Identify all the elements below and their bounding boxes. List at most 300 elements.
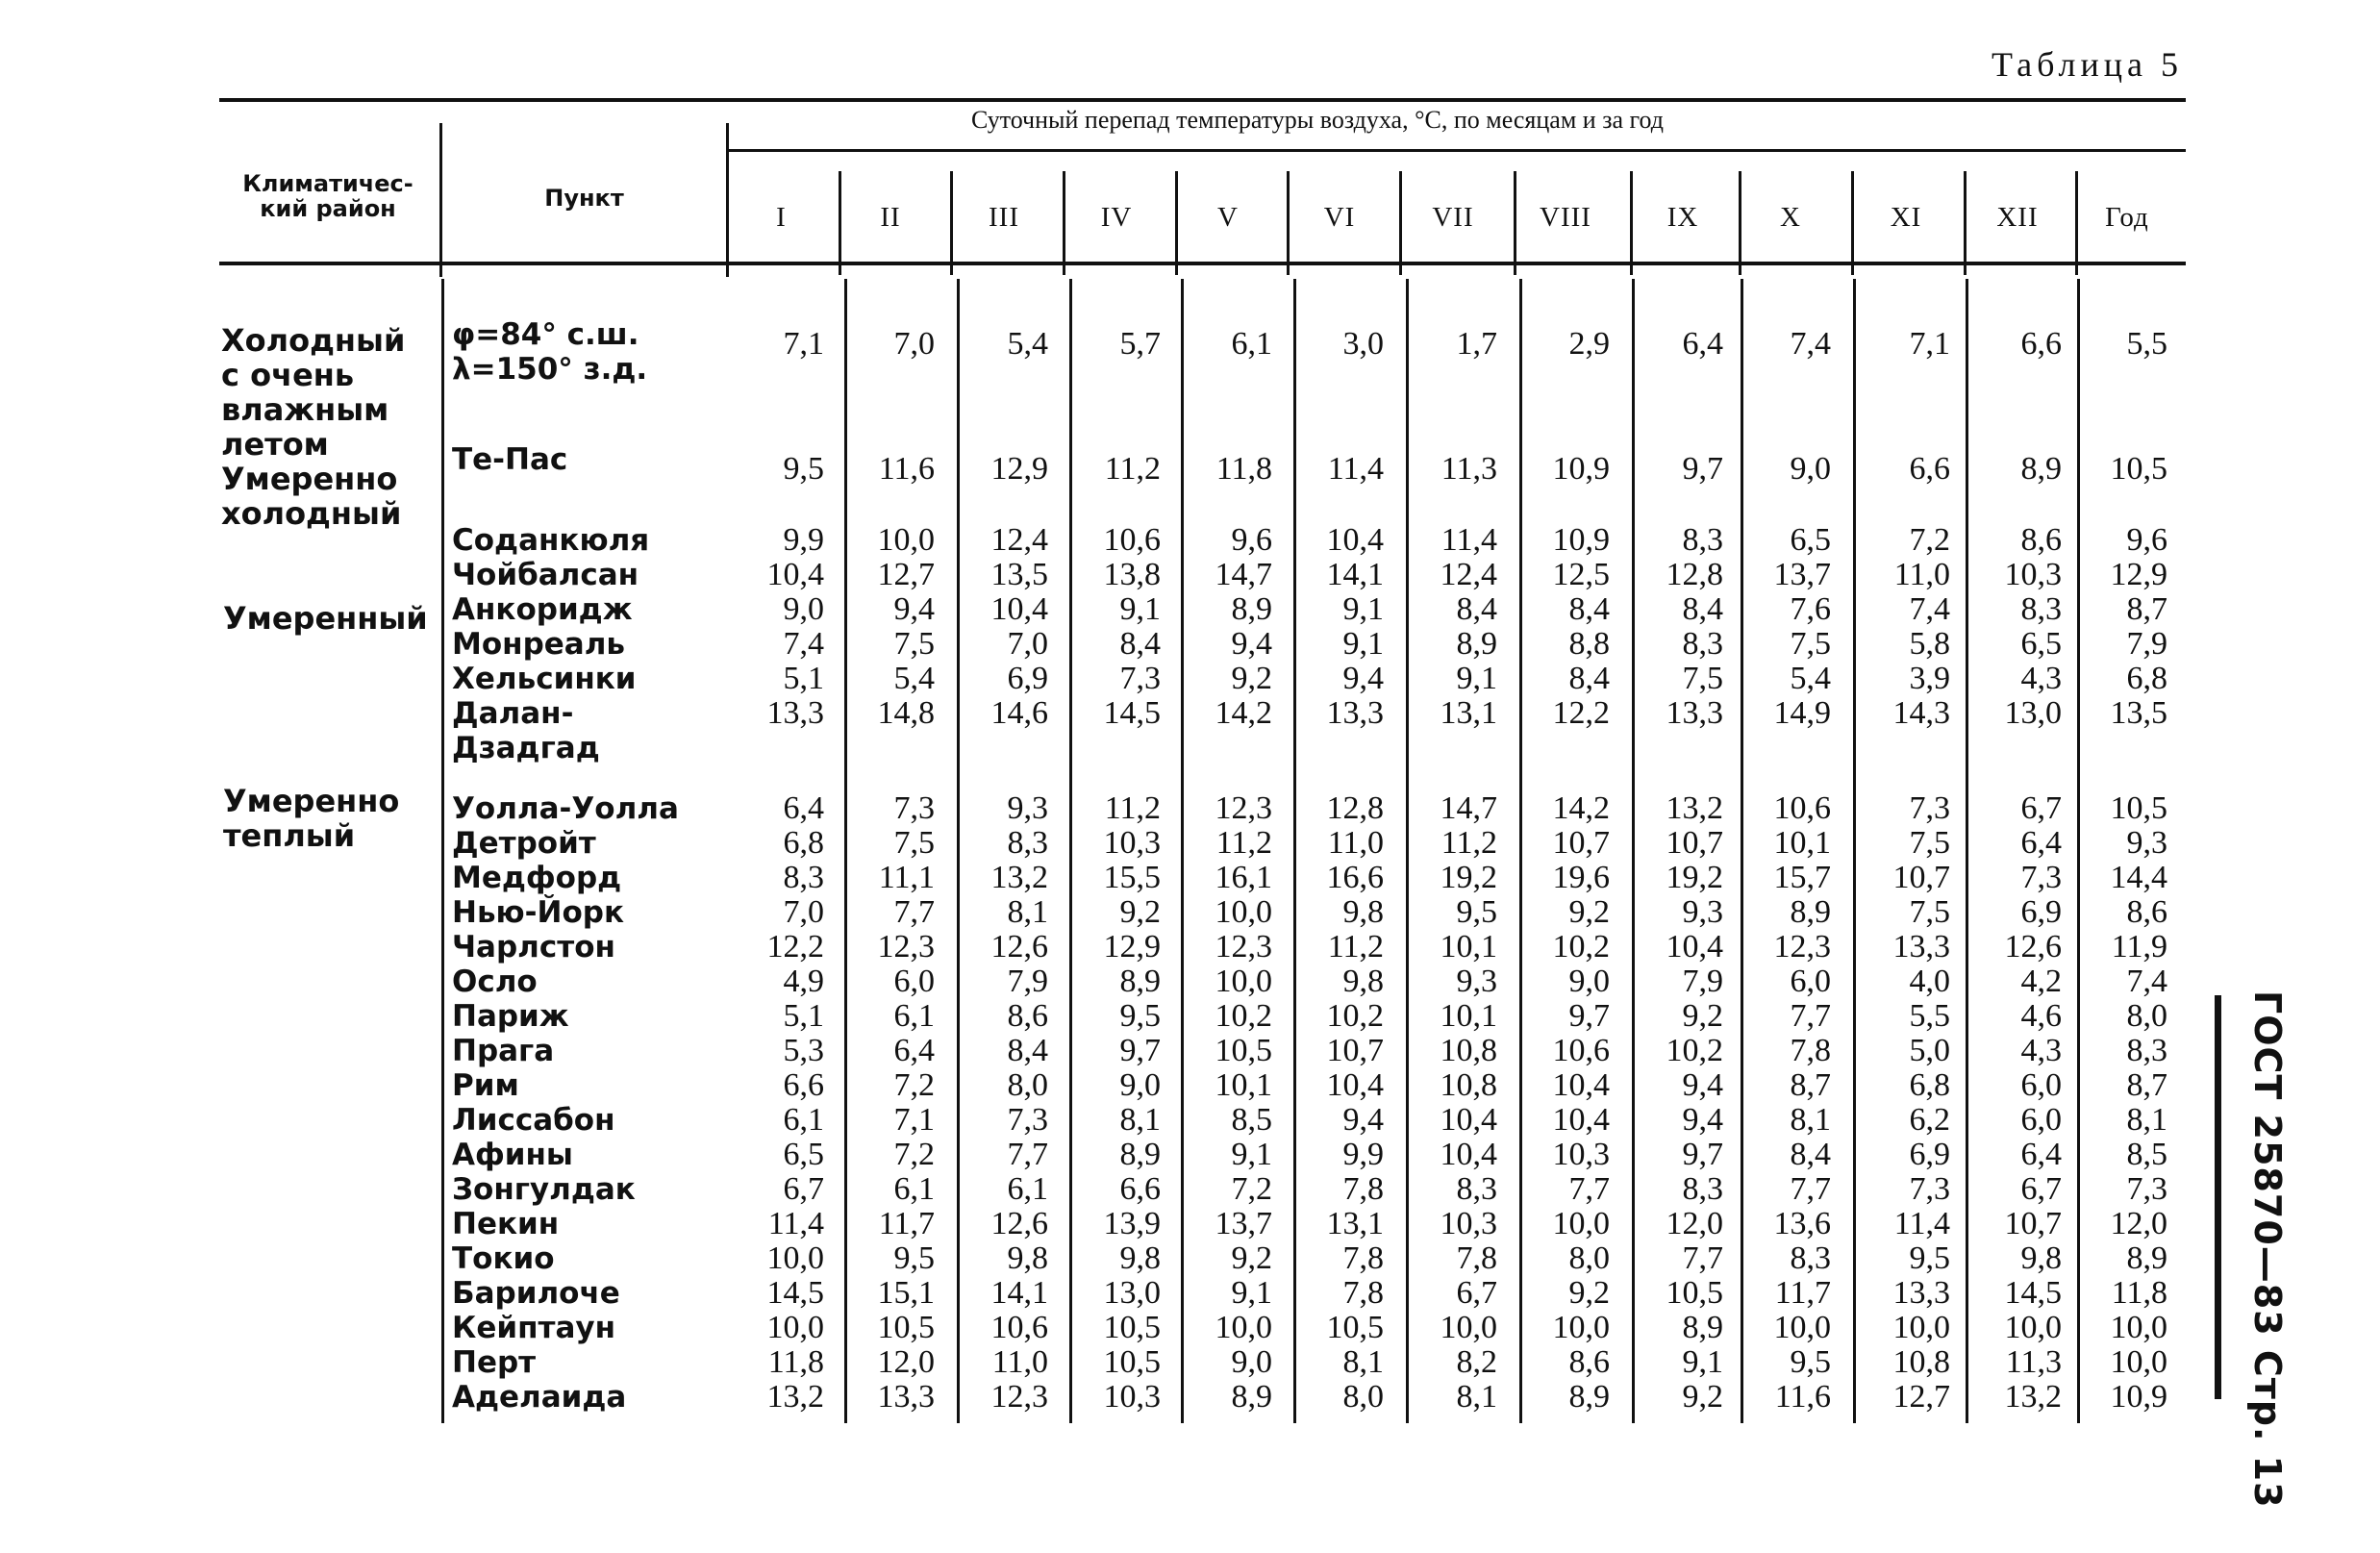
value-cell: 4,3 (2020, 1033, 2062, 1068)
value-cell: 12,8 (1326, 790, 1384, 826)
value-cell: 10,3 (2004, 557, 2062, 592)
value-cell: 9,3 (1456, 964, 1497, 999)
value-cell: 11,7 (878, 1206, 935, 1241)
value-cell: 8,0 (1342, 1379, 1384, 1415)
value-cell: 7,2 (1231, 1171, 1272, 1207)
value-cell: 8,1 (1790, 1102, 1831, 1138)
region-moderately-cold: Умеренно холодный (221, 461, 402, 532)
value-column (1854, 452, 1950, 487)
value-cell: 6,0 (2020, 1067, 2062, 1103)
value-column (952, 523, 1048, 731)
value-cell: 15,5 (1103, 860, 1161, 895)
value-cell: 6,1 (893, 998, 935, 1034)
value-cell: 9,2 (1682, 1379, 1723, 1415)
value-cell: 13,3 (1892, 929, 1950, 964)
value-column (839, 523, 935, 731)
value-cell: 9,0 (1790, 451, 1831, 487)
value-cell: 7,8 (1342, 1275, 1384, 1311)
value-cell: 10,8 (1440, 1067, 1497, 1103)
value-cell: 14,8 (877, 695, 935, 731)
value-cell: 14,4 (2110, 860, 2167, 895)
value-cell: 14,7 (1440, 790, 1497, 826)
value-cell: 6,4 (2020, 825, 2062, 861)
value-cell: 6,1 (893, 1171, 935, 1207)
value-cell: 6,0 (1790, 964, 1831, 999)
value-cell: 11,8 (1215, 451, 1272, 487)
value-cell: 6,1 (1231, 326, 1272, 362)
value-cell: 9,4 (1342, 1102, 1384, 1138)
value-cell: 7,5 (1909, 825, 1950, 861)
value-cell: 10,1 (1440, 998, 1497, 1034)
value-cell: 3,9 (1909, 661, 1950, 696)
value-cell: 7,7 (893, 894, 935, 930)
value-cell: 13,9 (1103, 1206, 1161, 1241)
value-cell: 7,9 (1007, 964, 1048, 999)
value-column (839, 791, 935, 1415)
value-cell: 6,9 (1007, 661, 1048, 696)
value-cell: 8,5 (1231, 1102, 1272, 1138)
value-column (1176, 452, 1272, 487)
value-cell: 6,8 (1909, 1067, 1950, 1103)
value-cell: 10,7 (2004, 1206, 2062, 1241)
month-header: XI (1890, 202, 1922, 233)
value-cell: 10,2 (1552, 929, 1610, 964)
value-cell: 5,3 (783, 1033, 824, 1068)
value-cell: 7,3 (893, 790, 935, 826)
value-cell: 10,4 (766, 557, 824, 592)
value-cell: 8,3 (1682, 626, 1723, 662)
point-name: Осло (452, 964, 538, 999)
value-cell: 5,4 (893, 661, 935, 696)
value-cell: 8,6 (2126, 894, 2167, 930)
value-cell: 6,2 (1909, 1102, 1950, 1138)
value-cell: 6,6 (783, 1067, 824, 1103)
header-column-divider (1630, 171, 1633, 275)
value-cell: 10,7 (1666, 825, 1723, 861)
value-cell: 11,2 (1215, 825, 1272, 861)
value-cell: 10,0 (2004, 1310, 2062, 1345)
value-cell: 12,5 (1552, 557, 1610, 592)
month-header: V (1217, 202, 1239, 233)
value-column (1966, 523, 2062, 731)
value-cell: 10,5 (1103, 1344, 1161, 1380)
value-cell: 7,1 (783, 326, 824, 362)
value-cell: 1,7 (1456, 326, 1497, 362)
value-cell: 8,1 (2126, 1102, 2167, 1138)
point-name: Далан- Дзадгад (452, 696, 600, 765)
point-name: Лиссабон (452, 1103, 615, 1138)
value-cell: 12,6 (2004, 929, 2062, 964)
value-cell: 8,4 (1007, 1033, 1048, 1068)
value-cell: 13,8 (1103, 557, 1161, 592)
value-cell: 10,4 (1666, 929, 1723, 964)
point-column (452, 791, 679, 1415)
value-cell: 12,6 (990, 1206, 1048, 1241)
value-cell: 12,3 (877, 929, 935, 964)
value-cell: 9,2 (1568, 1275, 1610, 1311)
value-cell: 8,3 (1007, 825, 1048, 861)
value-cell: 7,2 (893, 1067, 935, 1103)
value-column (839, 327, 935, 362)
value-cell: 7,8 (1456, 1240, 1497, 1276)
value-cell: 5,1 (783, 998, 824, 1034)
value-cell: 14,2 (1552, 790, 1610, 826)
value-cell: 3,0 (1342, 326, 1384, 362)
value-cell: 5,5 (1909, 998, 1950, 1034)
month-header: Год (2105, 202, 2149, 233)
value-cell: 9,2 (1231, 1240, 1272, 1276)
value-cell: 16,1 (1215, 860, 1272, 895)
value-cell: 9,5 (1790, 1344, 1831, 1380)
value-column (2079, 452, 2167, 487)
value-cell: 10,5 (1666, 1275, 1723, 1311)
value-column (839, 452, 935, 487)
value-column (952, 791, 1048, 1415)
value-cell: 10,0 (1440, 1310, 1497, 1345)
value-cell: 13,7 (1773, 557, 1831, 592)
value-cell: 10,0 (2110, 1310, 2167, 1345)
value-cell: 6,1 (783, 1102, 824, 1138)
value-cell: 10,0 (1215, 894, 1272, 930)
value-cell: 2,9 (1568, 326, 1610, 362)
value-cell: 7,7 (1682, 1240, 1723, 1276)
value-cell: 10,9 (1552, 522, 1610, 558)
value-cell: 9,1 (1231, 1275, 1272, 1311)
value-cell: 8,3 (2126, 1033, 2167, 1068)
value-cell: 13,3 (766, 695, 824, 731)
value-cell: 9,3 (1682, 894, 1723, 930)
point-name: Токио (452, 1241, 555, 1276)
point-name: Афины (452, 1138, 573, 1172)
value-cell: 7,0 (1007, 626, 1048, 662)
value-cell: 8,1 (1342, 1344, 1384, 1380)
value-column (1635, 327, 1723, 362)
point-name: Те-Пас (452, 442, 568, 477)
value-column (1635, 523, 1723, 731)
value-cell: 5,4 (1790, 661, 1831, 696)
top-rule (219, 98, 2186, 102)
month-header: VII (1432, 202, 1474, 233)
value-cell: 9,5 (1909, 1240, 1950, 1276)
value-cell: 13,0 (2004, 695, 2062, 731)
value-cell: 9,9 (783, 522, 824, 558)
value-cell: 14,5 (1103, 695, 1161, 731)
value-column (2079, 523, 2167, 731)
value-column (1966, 791, 2062, 1415)
value-cell: 8,2 (1456, 1344, 1497, 1380)
value-cell: 10,2 (1326, 998, 1384, 1034)
value-column (1854, 791, 1950, 1415)
point-name: Уолла-Уолла (452, 791, 679, 826)
value-cell: 6,9 (2020, 894, 2062, 930)
value-column (1742, 452, 1831, 487)
region-moderately-warm: Умеренно теплый (223, 783, 400, 854)
value-column (1401, 523, 1497, 731)
value-cell: 11,6 (1774, 1379, 1831, 1415)
value-cell: 13,0 (1103, 1275, 1161, 1311)
value-cell: 8,4 (1568, 661, 1610, 696)
value-cell: 7,3 (1909, 790, 1950, 826)
table-caption: Суточный перепад температуры воздуха, °С, по месяцам и за год (971, 106, 1665, 134)
value-cell: 10,3 (1440, 1206, 1497, 1241)
table-number: Таблица 5 (1992, 45, 2183, 84)
value-cell: 13,7 (1215, 1206, 1272, 1241)
value-cell: 9,5 (1456, 894, 1497, 930)
value-cell: 7,2 (893, 1137, 935, 1172)
value-cell: 6,6 (1119, 1171, 1161, 1207)
value-cell: 9,1 (1682, 1344, 1723, 1380)
point-name: Париж (452, 999, 569, 1034)
value-cell: 5,0 (1909, 1033, 1950, 1068)
point-name: Пекин (452, 1207, 560, 1241)
value-cell: 7,2 (1909, 522, 1950, 558)
point-name: Перт (452, 1345, 537, 1380)
value-cell: 11,4 (1893, 1206, 1950, 1241)
value-cell: 8,8 (1568, 626, 1610, 662)
value-cell: 7,0 (783, 894, 824, 930)
value-cell: 6,7 (2020, 790, 2062, 826)
value-column (731, 523, 824, 731)
value-cell: 16,6 (1326, 860, 1384, 895)
value-cell: 9,7 (1119, 1033, 1161, 1068)
value-cell: 8,4 (1568, 591, 1610, 627)
value-cell: 10,6 (1773, 790, 1831, 826)
value-cell: 8,0 (1568, 1240, 1610, 1276)
value-cell: 10,5 (1326, 1310, 1384, 1345)
value-cell: 9,8 (2020, 1240, 2062, 1276)
value-cell: 9,6 (1231, 522, 1272, 558)
value-cell: 10,5 (2110, 790, 2167, 826)
value-cell: 13,6 (1773, 1206, 1831, 1241)
value-cell: 14,2 (1215, 695, 1272, 731)
value-column (1401, 791, 1497, 1415)
value-cell: 10,7 (1326, 1033, 1384, 1068)
header-divider-point (726, 123, 729, 277)
value-cell: 13,2 (2004, 1379, 2062, 1415)
value-cell: 10,4 (1552, 1102, 1610, 1138)
region-cold: Холодный с очень влажным летом (221, 322, 406, 463)
value-column (731, 327, 824, 362)
value-cell: 11,4 (1327, 451, 1384, 487)
value-cell: 10,4 (1440, 1137, 1497, 1172)
value-cell: 9,3 (2126, 825, 2167, 861)
value-cell: 6,4 (1682, 326, 1723, 362)
value-cell: 10,5 (1103, 1310, 1161, 1345)
value-cell: 14,5 (766, 1275, 824, 1311)
value-cell: 9,5 (1119, 998, 1161, 1034)
value-cell: 12,3 (1773, 929, 1831, 964)
side-bar (2215, 995, 2221, 1399)
value-cell: 8,5 (2126, 1137, 2167, 1172)
value-cell: 7,4 (783, 626, 824, 662)
value-cell: 7,4 (1790, 326, 1831, 362)
point-header: Пункт (544, 185, 624, 212)
value-cell: 9,6 (2126, 522, 2167, 558)
value-cell: 7,5 (893, 825, 935, 861)
value-column (1288, 327, 1384, 362)
header-column-divider (1739, 171, 1741, 275)
value-column (952, 327, 1048, 362)
value-cell: 19,2 (1666, 860, 1723, 895)
value-cell: 9,0 (1231, 1344, 1272, 1380)
value-cell: 7,7 (1790, 1171, 1831, 1207)
value-cell: 9,0 (1568, 964, 1610, 999)
region-moderate: Умеренный (223, 600, 428, 637)
value-cell: 9,1 (1231, 1137, 1272, 1172)
value-cell: 7,0 (893, 326, 935, 362)
value-cell: 11,2 (1327, 929, 1384, 964)
value-cell: 8,3 (1790, 1240, 1831, 1276)
value-cell: 10,4 (1326, 1067, 1384, 1103)
value-cell: 7,1 (893, 1102, 935, 1138)
value-column (1065, 452, 1161, 487)
value-cell: 10,4 (990, 591, 1048, 627)
value-column (1742, 523, 1831, 731)
value-column (2079, 791, 2167, 1415)
value-cell: 7,7 (1568, 1171, 1610, 1207)
value-cell: 10,0 (1773, 1310, 1831, 1345)
value-cell: 8,9 (2126, 1240, 2167, 1276)
caption-rule (726, 149, 2186, 152)
value-cell: 8,0 (1007, 1067, 1048, 1103)
value-cell: 11,2 (1104, 790, 1161, 826)
value-cell: 14,5 (2004, 1275, 2062, 1311)
value-cell: 11,7 (1774, 1275, 1831, 1311)
value-cell: 8,9 (2020, 451, 2062, 487)
value-cell: 10,3 (1103, 825, 1161, 861)
value-cell: 15,7 (1773, 860, 1831, 895)
month-header: IX (1666, 202, 1699, 233)
value-cell: 11,2 (1104, 451, 1161, 487)
point-column (452, 523, 649, 765)
value-cell: 12,3 (1215, 929, 1272, 964)
value-cell: 9,4 (1682, 1102, 1723, 1138)
value-cell: 14,1 (1326, 557, 1384, 592)
value-cell: 7,3 (1007, 1102, 1048, 1138)
value-cell: 7,1 (1909, 326, 1950, 362)
value-cell: 8,3 (1456, 1171, 1497, 1207)
value-column (1401, 327, 1497, 362)
value-cell: 8,1 (1456, 1379, 1497, 1415)
value-cell: 8,9 (1119, 964, 1161, 999)
value-cell: 13,2 (990, 860, 1048, 895)
value-cell: 8,4 (1682, 591, 1723, 627)
value-cell: 8,6 (1568, 1344, 1610, 1380)
value-cell: 11,4 (767, 1206, 824, 1241)
value-column (1854, 523, 1950, 731)
value-cell: 9,5 (893, 1240, 935, 1276)
value-cell: 7,5 (1682, 661, 1723, 696)
value-cell: 12,2 (1552, 695, 1610, 731)
value-cell: 12,0 (2110, 1206, 2167, 1241)
value-cell: 9,4 (893, 591, 935, 627)
value-column (1742, 791, 1831, 1415)
value-cell: 6,4 (893, 1033, 935, 1068)
value-cell: 10,2 (1215, 998, 1272, 1034)
value-cell: 10,9 (1552, 451, 1610, 487)
value-cell: 14,7 (1215, 557, 1272, 592)
value-cell: 13,3 (877, 1379, 935, 1415)
value-cell: 9,7 (1568, 998, 1610, 1034)
value-cell: 7,7 (1007, 1137, 1048, 1172)
value-cell: 15,1 (877, 1275, 935, 1311)
value-cell: 7,5 (893, 626, 935, 662)
value-cell: 11,3 (1441, 451, 1497, 487)
value-cell: 9,0 (783, 591, 824, 627)
point-name: Детройт (452, 826, 596, 861)
value-cell: 19,2 (1440, 860, 1497, 895)
value-cell: 13,5 (2110, 695, 2167, 731)
header-column-divider (2075, 171, 2078, 275)
value-cell: 10,7 (1892, 860, 1950, 895)
value-cell: 9,3 (1007, 790, 1048, 826)
value-cell: 10,4 (1326, 522, 1384, 558)
value-cell: 9,8 (1119, 1240, 1161, 1276)
value-column (1854, 327, 1950, 362)
value-cell: 9,4 (1231, 626, 1272, 662)
value-column (1176, 327, 1272, 362)
value-cell: 9,2 (1568, 894, 1610, 930)
value-cell: 9,0 (1119, 1067, 1161, 1103)
value-cell: 10,6 (1103, 522, 1161, 558)
value-cell: 5,7 (1119, 326, 1161, 362)
value-cell: 6,7 (1456, 1275, 1497, 1311)
value-cell: 7,8 (1342, 1240, 1384, 1276)
value-cell: 12,3 (1215, 790, 1272, 826)
value-cell: 10,0 (766, 1240, 824, 1276)
value-column (952, 452, 1048, 487)
value-cell: 8,3 (1682, 1171, 1723, 1207)
value-cell: 9,8 (1342, 964, 1384, 999)
value-cell: 10,0 (1215, 1310, 1272, 1345)
value-cell: 9,5 (783, 451, 824, 487)
point-name: Нью-Йорк (452, 895, 625, 930)
value-cell: 14,6 (990, 695, 1048, 731)
value-cell: 6,6 (1909, 451, 1950, 487)
value-cell: 12,6 (990, 929, 1048, 964)
value-column (1966, 327, 2062, 362)
value-cell: 12,7 (1892, 1379, 1950, 1415)
value-cell: 12,3 (990, 1379, 1048, 1415)
value-cell: 12,0 (1666, 1206, 1723, 1241)
value-column (1635, 791, 1723, 1415)
value-column (1514, 327, 1610, 362)
value-cell: 13,2 (766, 1379, 824, 1415)
value-cell: 8,3 (2020, 591, 2062, 627)
value-cell: 7,4 (2126, 964, 2167, 999)
value-cell: 19,6 (1552, 860, 1610, 895)
value-cell: 10,7 (1552, 825, 1610, 861)
value-column (1514, 523, 1610, 731)
value-cell: 7,8 (1342, 1171, 1384, 1207)
value-cell: 11,8 (2111, 1275, 2167, 1311)
month-header: IV (1100, 202, 1133, 233)
value-cell: 10,0 (877, 522, 935, 558)
value-cell: 4,9 (783, 964, 824, 999)
value-cell: 12,2 (766, 929, 824, 964)
value-cell: 8,0 (2126, 998, 2167, 1034)
point-column (452, 442, 567, 477)
value-column (1065, 327, 1161, 362)
value-cell: 10,0 (2110, 1344, 2167, 1380)
value-column (1176, 523, 1272, 731)
value-cell: 9,1 (1119, 591, 1161, 627)
value-cell: 11,0 (1327, 825, 1384, 861)
value-cell: 10,4 (1440, 1102, 1497, 1138)
value-cell: 7,9 (1682, 964, 1723, 999)
value-column (731, 452, 824, 487)
value-cell: 5,8 (1909, 626, 1950, 662)
